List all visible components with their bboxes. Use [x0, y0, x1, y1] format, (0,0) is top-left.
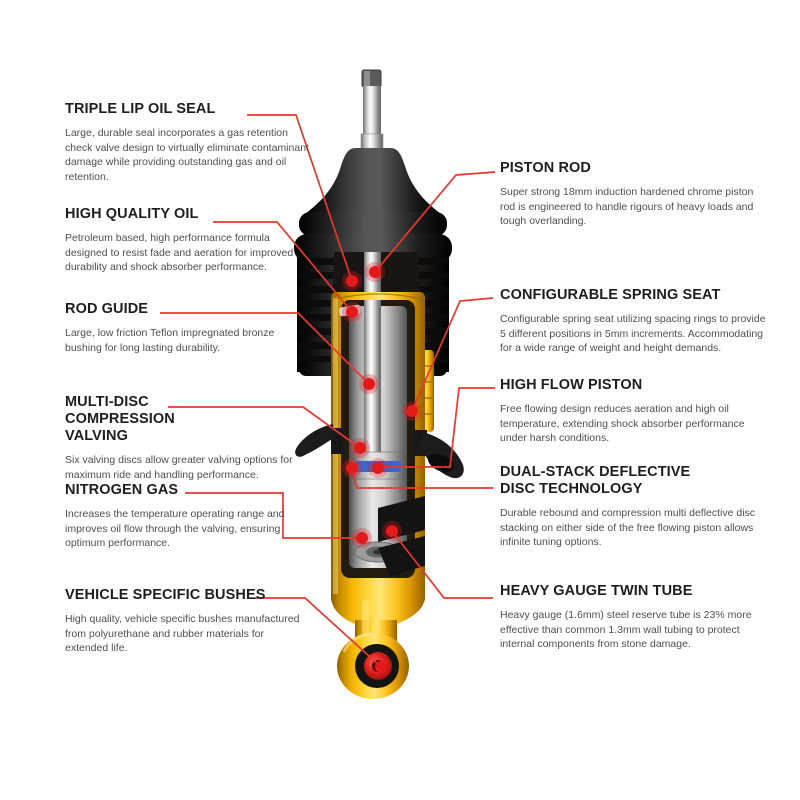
callout-body: Free flowing design reduces aeration and high oil temperature, extending shock absorber performance under harsh conditions. — [500, 403, 745, 444]
callout-high-quality-oil — [65, 206, 315, 275]
callout-body: Increases the temperature operating range and improves oil flow through the valving, ensuring optimum performance. — [65, 508, 285, 549]
callout-heavy-gauge-twin-tube — [500, 583, 770, 652]
dot-high-flow-piston — [368, 458, 388, 478]
dot-rod-guide — [359, 374, 379, 394]
callout-body: Large, low friction Teflon impregnated bronze bushing for long lasting durability. — [65, 327, 275, 354]
dot-high-quality-oil — [342, 302, 362, 322]
piston-rod-graphic — [361, 70, 383, 150]
callout-title: MULTI-DISC COMPRESSION VALVING — [65, 394, 175, 444]
callout-title: HIGH FLOW PISTON — [500, 377, 643, 393]
dot-spring-seat — [402, 401, 422, 421]
callout-title: ROD GUIDE — [65, 301, 149, 317]
dot-twin-tube — [382, 521, 402, 541]
callout-vehicle-specific-bushes — [65, 587, 315, 656]
callout-title: DUAL-STACK DEFLECTIVE DISC TECHNOLOGY — [500, 464, 691, 497]
dot-multi-disc — [350, 438, 370, 458]
callout-multi-disc-compression-valving — [65, 394, 315, 482]
callout-triple-lip-oil-seal — [65, 101, 315, 184]
callout-high-flow-piston — [500, 377, 770, 446]
callout-piston-rod — [500, 160, 770, 229]
callout-nitrogen-gas — [65, 482, 315, 551]
callout-title: PISTON ROD — [500, 160, 591, 176]
callout-body: Durable rebound and compression multi deflective disc stacking on either side of the free flowing piston allows infinite tuning options. — [500, 507, 756, 548]
dot-nitrogen-gas — [352, 528, 372, 548]
callout-dual-stack-deflective-disc-technology — [500, 464, 770, 550]
callout-body: Large, durable seal incorporates a gas retention check valve design to virtually eliminate contaminant damage while providing outstanding gas and oil retention. — [65, 127, 309, 183]
callout-title: HIGH QUALITY OIL — [65, 206, 199, 222]
callout-configurable-spring-seat — [500, 287, 770, 356]
callout-title: HEAVY GAUGE TWIN TUBE — [500, 583, 693, 599]
dot-piston-rod — [365, 262, 385, 282]
callout-body: Petroleum based, high performance formula designed to resist fade and aeration for improved durability and shock absorber performance. — [65, 232, 294, 273]
callout-title: CONFIGURABLE SPRING SEAT — [500, 287, 721, 303]
callout-body: Heavy gauge (1.6mm) steel reserve tube is 23% more effective than common 1.3mm wall tubing to protect internal components from stone damage. — [500, 609, 752, 650]
callout-title: VEHICLE SPECIFIC BUSHES — [65, 587, 266, 603]
callout-body: Super strong 18mm induction hardened chrome piston rod is engineered to handle rigours of heavy loads and tough overlanding. — [500, 186, 754, 227]
dot-vehicle-bushes — [371, 657, 391, 677]
top-mount-cone — [294, 148, 452, 262]
callout-body: Configurable spring seat utilizing spacing rings to provide 5 different positions in 5mm increments. Accommodating for a wide range of weight and height demands. — [500, 313, 766, 354]
callout-rod-guide — [65, 301, 315, 355]
callout-body: High quality, vehicle specific bushes manufactured from polyurethane and rubber materials for extended life. — [65, 613, 300, 654]
callout-body: Six valving discs allow greater valving options for maximum ride and handling performance. — [65, 454, 293, 481]
dot-dual-stack — [342, 458, 362, 478]
dot-triple-lip-oil-seal — [342, 271, 362, 291]
callout-title: NITROGEN GAS — [65, 482, 179, 498]
callout-title: TRIPLE LIP OIL SEAL — [65, 101, 216, 117]
